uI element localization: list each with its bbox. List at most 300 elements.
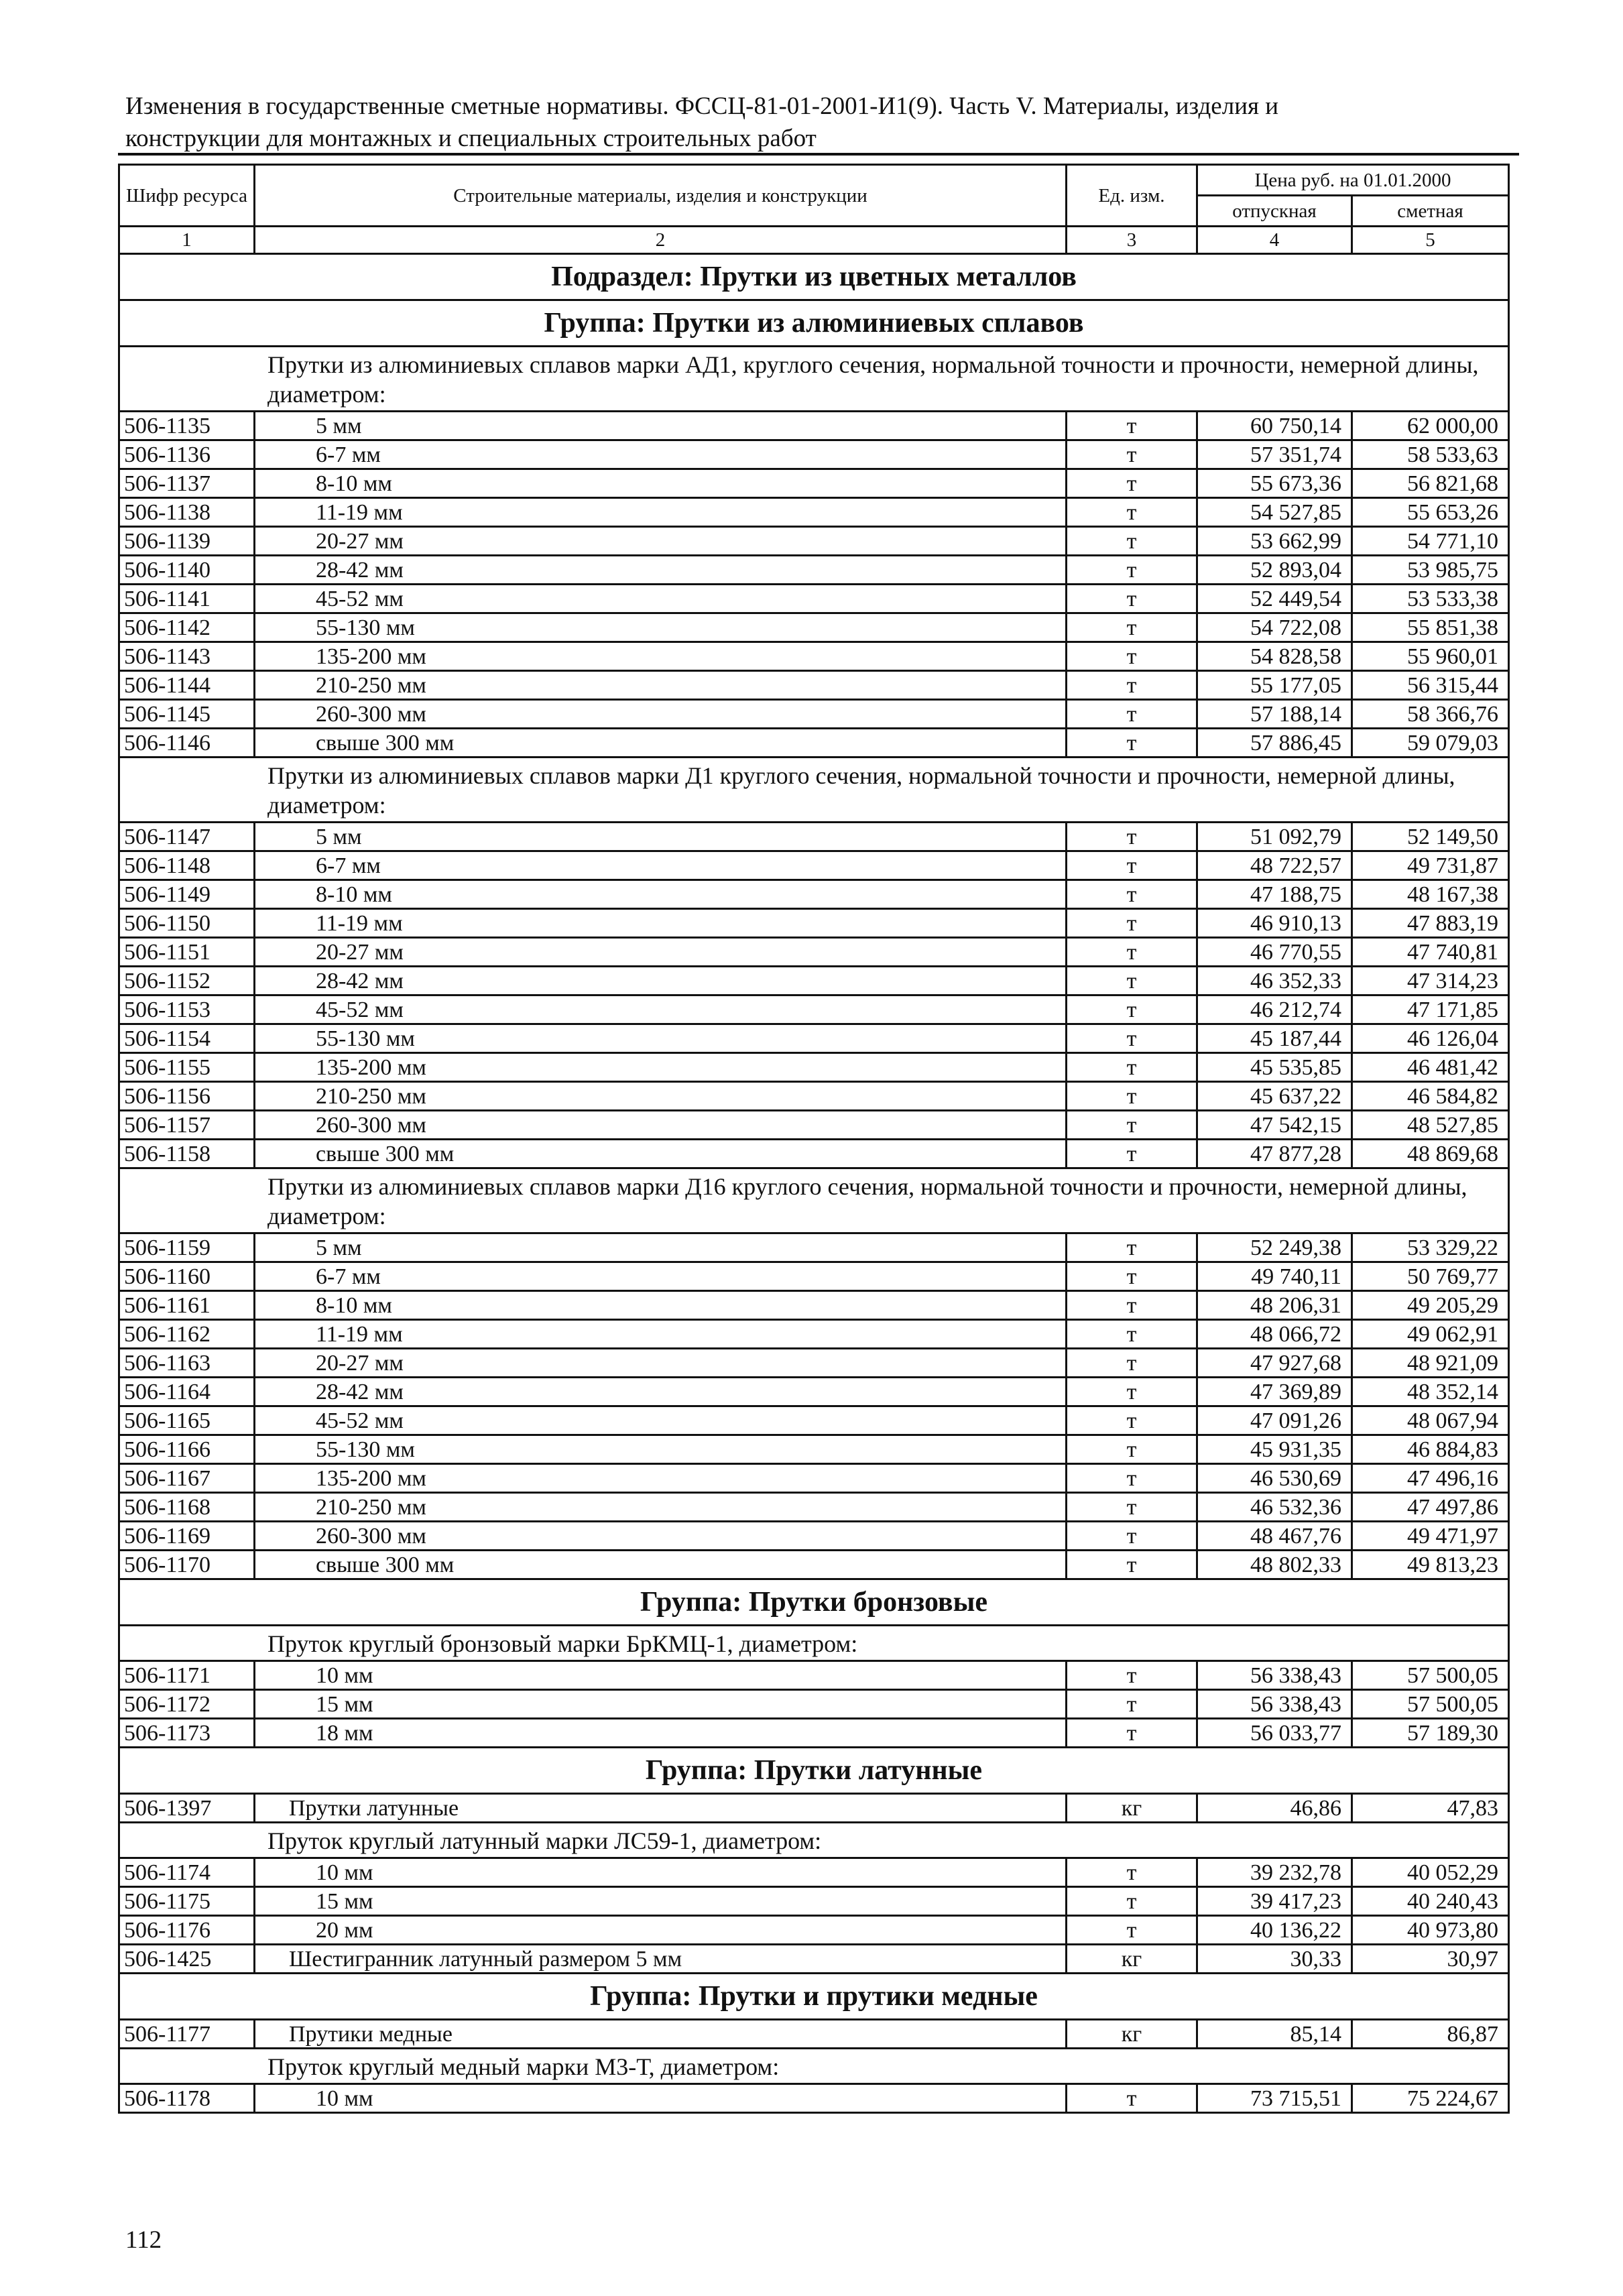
price-estimate: 57 189,30 (1352, 1719, 1509, 1748)
table-row (119, 995, 1509, 1024)
group-description: Прутки из алюминиевых сплавов марки Д16 круглого сечения, нормальной точности и прочности, немерной длины, диаметром: (119, 1168, 1509, 1233)
price-release: 73 715,51 (1197, 2084, 1352, 2113)
group-title: Группа: Прутки латунные (119, 1748, 1509, 1794)
price-release: 57 351,74 (1197, 440, 1352, 469)
desc-row (119, 1626, 1509, 1661)
price-estimate: 55 960,01 (1352, 642, 1509, 671)
price-release: 45 535,85 (1197, 1053, 1352, 1082)
table-row (119, 2084, 1509, 2113)
price-estimate: 48 167,38 (1352, 880, 1509, 909)
resource-code: 506-1397 (119, 1794, 255, 1823)
group-description: Пруток круглый бронзовый марки БрКМЦ-1, диаметром: (119, 1626, 1509, 1661)
unit: т (1067, 1858, 1197, 1887)
table-row (119, 1858, 1509, 1887)
resource-code: 506-1139 (119, 527, 255, 556)
price-estimate: 49 205,29 (1352, 1291, 1509, 1320)
unit: кг (1067, 2020, 1197, 2049)
desc-row (119, 1168, 1509, 1233)
resource-code: 506-1425 (119, 1945, 255, 1974)
price-estimate: 47 740,81 (1352, 938, 1509, 967)
resource-code: 506-1168 (119, 1493, 255, 1522)
price-estimate: 46 126,04 (1352, 1024, 1509, 1053)
resource-code: 506-1171 (119, 1661, 255, 1690)
unit: т (1067, 1464, 1197, 1493)
resource-code: 506-1165 (119, 1406, 255, 1435)
price-release: 45 637,22 (1197, 1082, 1352, 1111)
table-row (119, 938, 1509, 967)
group-title: Группа: Прутки из алюминиевых сплавов (119, 300, 1509, 347)
unit: т (1067, 469, 1197, 498)
price-estimate: 40 240,43 (1352, 1887, 1509, 1916)
table-row (119, 823, 1509, 851)
column-number-row (119, 227, 1509, 254)
table-row (119, 1262, 1509, 1291)
material-name: Шестигранник латунный размером 5 мм (255, 1945, 1067, 1974)
col-number: 1 (119, 227, 255, 254)
price-release: 48 066,72 (1197, 1320, 1352, 1349)
material-name: 28-42 мм (255, 1378, 1067, 1406)
price-release: 85,14 (1197, 2020, 1352, 2049)
unit: т (1067, 1349, 1197, 1378)
material-name: 5 мм (255, 1233, 1067, 1262)
price-estimate: 57 500,05 (1352, 1661, 1509, 1690)
price-estimate: 53 329,22 (1352, 1233, 1509, 1262)
price-release: 51 092,79 (1197, 823, 1352, 851)
resource-code: 506-1176 (119, 1916, 255, 1945)
price-release: 46 910,13 (1197, 909, 1352, 938)
material-name: 8-10 мм (255, 880, 1067, 909)
resource-code: 506-1174 (119, 1858, 255, 1887)
price-estimate: 47 496,16 (1352, 1464, 1509, 1493)
price-release: 47 188,75 (1197, 880, 1352, 909)
resource-code: 506-1152 (119, 967, 255, 995)
table-row (119, 1140, 1509, 1168)
material-name: 45-52 мм (255, 585, 1067, 613)
price-release: 46 530,69 (1197, 1464, 1352, 1493)
price-estimate: 48 067,94 (1352, 1406, 1509, 1435)
unit: т (1067, 1291, 1197, 1320)
section-row (119, 254, 1509, 300)
resource-code: 506-1151 (119, 938, 255, 967)
desc-row (119, 758, 1509, 823)
price-estimate: 49 062,91 (1352, 1320, 1509, 1349)
resource-code: 506-1144 (119, 671, 255, 700)
unit: т (1067, 671, 1197, 700)
price-release: 47 542,15 (1197, 1111, 1352, 1140)
price-estimate: 52 149,50 (1352, 823, 1509, 851)
material-name: 18 мм (255, 1719, 1067, 1748)
material-name: свыше 300 мм (255, 1551, 1067, 1579)
resource-code: 506-1156 (119, 1082, 255, 1111)
material-name: 8-10 мм (255, 469, 1067, 498)
price-estimate: 62 000,00 (1352, 412, 1509, 440)
material-name: свыше 300 мм (255, 1140, 1067, 1168)
material-name: 135-200 мм (255, 642, 1067, 671)
material-name: 15 мм (255, 1690, 1067, 1719)
unit: т (1067, 729, 1197, 758)
price-release: 52 449,54 (1197, 585, 1352, 613)
unit: т (1067, 1719, 1197, 1748)
table-row (119, 642, 1509, 671)
price-release: 52 249,38 (1197, 1233, 1352, 1262)
price-release: 46 532,36 (1197, 1493, 1352, 1522)
price-release: 57 188,14 (1197, 700, 1352, 729)
material-name: 20-27 мм (255, 1349, 1067, 1378)
table-row (119, 1053, 1509, 1082)
price-release: 47 877,28 (1197, 1140, 1352, 1168)
price-estimate: 58 366,76 (1352, 700, 1509, 729)
price-release: 55 177,05 (1197, 671, 1352, 700)
resource-code: 506-1167 (119, 1464, 255, 1493)
price-release: 45 931,35 (1197, 1435, 1352, 1464)
table-row (119, 556, 1509, 585)
unit: т (1067, 1493, 1197, 1522)
group-row (119, 300, 1509, 347)
table-row (119, 527, 1509, 556)
table-row (119, 1320, 1509, 1349)
price-release: 57 886,45 (1197, 729, 1352, 758)
material-name: 45-52 мм (255, 1406, 1067, 1435)
resource-code: 506-1172 (119, 1690, 255, 1719)
resource-code: 506-1175 (119, 1887, 255, 1916)
unit: т (1067, 1233, 1197, 1262)
table-row (119, 1378, 1509, 1406)
table-row (119, 412, 1509, 440)
material-name: 8-10 мм (255, 1291, 1067, 1320)
resource-code: 506-1149 (119, 880, 255, 909)
price-release: 54 828,58 (1197, 642, 1352, 671)
price-release: 60 750,14 (1197, 412, 1352, 440)
table-row (119, 1719, 1509, 1748)
resource-code: 506-1158 (119, 1140, 255, 1168)
price-release: 46 212,74 (1197, 995, 1352, 1024)
group-row (119, 1579, 1509, 1626)
price-release: 52 893,04 (1197, 556, 1352, 585)
unit: т (1067, 995, 1197, 1024)
group-description: Пруток круглый латунный марки ЛС59-1, диаметром: (119, 1823, 1509, 1858)
price-estimate: 53 533,38 (1352, 585, 1509, 613)
price-estimate: 56 821,68 (1352, 469, 1509, 498)
table-row (119, 1522, 1509, 1551)
table-row (119, 498, 1509, 527)
resource-code: 506-1145 (119, 700, 255, 729)
resource-code: 506-1162 (119, 1320, 255, 1349)
desc-row (119, 1823, 1509, 1858)
resource-code: 506-1137 (119, 469, 255, 498)
unit: т (1067, 498, 1197, 527)
unit: т (1067, 613, 1197, 642)
unit: т (1067, 1082, 1197, 1111)
resource-code: 506-1164 (119, 1378, 255, 1406)
resource-code: 506-1142 (119, 613, 255, 642)
unit: т (1067, 556, 1197, 585)
table-row (119, 585, 1509, 613)
resource-code: 506-1136 (119, 440, 255, 469)
table-row (119, 1493, 1509, 1522)
material-name: 135-200 мм (255, 1053, 1067, 1082)
price-release: 56 033,77 (1197, 1719, 1352, 1748)
price-release: 40 136,22 (1197, 1916, 1352, 1945)
price-release: 54 722,08 (1197, 613, 1352, 642)
table-row (119, 1887, 1509, 1916)
material-name: 5 мм (255, 823, 1067, 851)
price-release: 49 740,11 (1197, 1262, 1352, 1291)
group-title: Группа: Прутки и прутики медные (119, 1974, 1509, 2020)
unit: т (1067, 2084, 1197, 2113)
table-row (119, 1435, 1509, 1464)
price-estimate: 40 052,29 (1352, 1858, 1509, 1887)
unit: т (1067, 880, 1197, 909)
section-title: Подраздел: Прутки из цветных металлов (119, 254, 1509, 300)
price-release: 47 927,68 (1197, 1349, 1352, 1378)
unit: т (1067, 1551, 1197, 1579)
group-row (119, 1748, 1509, 1794)
unit: т (1067, 967, 1197, 995)
resource-code: 506-1140 (119, 556, 255, 585)
material-name: 11-19 мм (255, 498, 1067, 527)
material-name: 210-250 мм (255, 1493, 1067, 1522)
price-release: 56 338,43 (1197, 1690, 1352, 1719)
unit: т (1067, 412, 1197, 440)
material-name: 15 мм (255, 1887, 1067, 1916)
table-row (119, 1551, 1509, 1579)
price-release: 54 527,85 (1197, 498, 1352, 527)
price-estimate: 49 471,97 (1352, 1522, 1509, 1551)
table-row (119, 967, 1509, 995)
material-name: 6-7 мм (255, 851, 1067, 880)
table-row (119, 1661, 1509, 1690)
unit: т (1067, 642, 1197, 671)
unit: т (1067, 1690, 1197, 1719)
price-estimate: 48 352,14 (1352, 1378, 1509, 1406)
group-description: Пруток круглый медный марки М3-Т, диаметром: (119, 2049, 1509, 2084)
material-name: 5 мм (255, 412, 1067, 440)
resource-code: 506-1160 (119, 1262, 255, 1291)
resource-code: 506-1163 (119, 1349, 255, 1378)
material-name: 28-42 мм (255, 556, 1067, 585)
price-release: 47 369,89 (1197, 1378, 1352, 1406)
unit: т (1067, 823, 1197, 851)
unit: т (1067, 1522, 1197, 1551)
material-name: Прутики медные (255, 2020, 1067, 2049)
material-name: 10 мм (255, 1661, 1067, 1690)
material-name: 6-7 мм (255, 1262, 1067, 1291)
resource-code: 506-1157 (119, 1111, 255, 1140)
resource-code: 506-1147 (119, 823, 255, 851)
col-header-name: Строительные материалы, изделия и конструкции (255, 165, 1067, 227)
resource-code: 506-1161 (119, 1291, 255, 1320)
resource-code: 506-1155 (119, 1053, 255, 1082)
unit: т (1067, 938, 1197, 967)
material-name: 11-19 мм (255, 909, 1067, 938)
price-estimate: 48 869,68 (1352, 1140, 1509, 1168)
table-row (119, 909, 1509, 938)
material-name: 55-130 мм (255, 613, 1067, 642)
table-row (119, 700, 1509, 729)
table-row (119, 1945, 1509, 1974)
unit: т (1067, 909, 1197, 938)
price-release: 48 722,57 (1197, 851, 1352, 880)
desc-row (119, 347, 1509, 412)
material-name: 260-300 мм (255, 1522, 1067, 1551)
resource-code: 506-1135 (119, 412, 255, 440)
price-estimate: 55 851,38 (1352, 613, 1509, 642)
resource-code: 506-1148 (119, 851, 255, 880)
price-estimate: 57 500,05 (1352, 1690, 1509, 1719)
table-row (119, 1291, 1509, 1320)
price-release: 30,33 (1197, 1945, 1352, 1974)
price-release: 46,86 (1197, 1794, 1352, 1823)
table-header-row (119, 165, 1509, 196)
table-row (119, 1024, 1509, 1053)
price-release: 48 802,33 (1197, 1551, 1352, 1579)
unit: т (1067, 440, 1197, 469)
price-release: 45 187,44 (1197, 1024, 1352, 1053)
price-release: 48 206,31 (1197, 1291, 1352, 1320)
table-row (119, 1406, 1509, 1435)
unit: т (1067, 1435, 1197, 1464)
price-estimate: 49 731,87 (1352, 851, 1509, 880)
material-name: 135-200 мм (255, 1464, 1067, 1493)
resource-code: 506-1154 (119, 1024, 255, 1053)
price-release: 56 338,43 (1197, 1661, 1352, 1690)
price-estimate: 59 079,03 (1352, 729, 1509, 758)
header-line-2: конструкции для монтажных и специальных строительных работ (125, 125, 817, 152)
table-row (119, 1464, 1509, 1493)
material-name: 10 мм (255, 2084, 1067, 2113)
page-number: 112 (125, 2226, 162, 2254)
unit: т (1067, 1320, 1197, 1349)
table-row (119, 469, 1509, 498)
col-header-price-release: отпускная (1197, 196, 1352, 227)
unit: т (1067, 527, 1197, 556)
price-estimate: 47 497,86 (1352, 1493, 1509, 1522)
price-release: 55 673,36 (1197, 469, 1352, 498)
col-number: 5 (1352, 227, 1509, 254)
material-name: 55-130 мм (255, 1024, 1067, 1053)
col-number: 2 (255, 227, 1067, 254)
material-name: 210-250 мм (255, 671, 1067, 700)
unit: т (1067, 1053, 1197, 1082)
table-row (119, 1111, 1509, 1140)
material-name: Прутки латунные (255, 1794, 1067, 1823)
table-row (119, 1916, 1509, 1945)
col-number: 4 (1197, 227, 1352, 254)
price-estimate: 46 481,42 (1352, 1053, 1509, 1082)
unit: кг (1067, 1794, 1197, 1823)
table-row (119, 671, 1509, 700)
header-divider (118, 153, 1519, 156)
price-estimate: 56 315,44 (1352, 671, 1509, 700)
table-row (119, 1349, 1509, 1378)
price-release: 47 091,26 (1197, 1406, 1352, 1435)
resource-code: 506-1138 (119, 498, 255, 527)
material-name: свыше 300 мм (255, 729, 1067, 758)
table-row (119, 851, 1509, 880)
resource-code: 506-1178 (119, 2084, 255, 2113)
resource-code: 506-1150 (119, 909, 255, 938)
material-name: 260-300 мм (255, 700, 1067, 729)
resource-code: 506-1170 (119, 1551, 255, 1579)
price-estimate: 47 883,19 (1352, 909, 1509, 938)
unit: т (1067, 1140, 1197, 1168)
table-row (119, 1082, 1509, 1111)
price-release: 39 417,23 (1197, 1887, 1352, 1916)
resource-code: 506-1166 (119, 1435, 255, 1464)
group-description: Прутки из алюминиевых сплавов марки АД1, круглого сечения, нормальной точности и прочности, немерной длины, диаметром: (119, 347, 1509, 412)
table-row (119, 729, 1509, 758)
resource-code: 506-1159 (119, 1233, 255, 1262)
price-table (118, 164, 1510, 2114)
material-name: 20-27 мм (255, 938, 1067, 967)
unit: т (1067, 1406, 1197, 1435)
col-header-price-estimate: сметная (1352, 196, 1509, 227)
table-row (119, 1690, 1509, 1719)
resource-code: 506-1173 (119, 1719, 255, 1748)
col-header-price: Цена руб. на 01.01.2000 (1197, 165, 1509, 196)
price-estimate: 58 533,63 (1352, 440, 1509, 469)
group-title: Группа: Прутки бронзовые (119, 1579, 1509, 1626)
table-row (119, 613, 1509, 642)
price-estimate: 47 314,23 (1352, 967, 1509, 995)
table-row (119, 880, 1509, 909)
resource-code: 506-1177 (119, 2020, 255, 2049)
price-release: 46 352,33 (1197, 967, 1352, 995)
price-estimate: 47 171,85 (1352, 995, 1509, 1024)
price-estimate: 55 653,26 (1352, 498, 1509, 527)
resource-code: 506-1146 (119, 729, 255, 758)
col-header-unit: Ед. изм. (1067, 165, 1197, 227)
unit: т (1067, 585, 1197, 613)
group-row (119, 1974, 1509, 2020)
unit: т (1067, 1378, 1197, 1406)
price-estimate: 30,97 (1352, 1945, 1509, 1974)
material-name: 55-130 мм (255, 1435, 1067, 1464)
price-release: 46 770,55 (1197, 938, 1352, 967)
material-name: 20-27 мм (255, 527, 1067, 556)
header-line-1: Изменения в государственные сметные нормативы. ФССЦ-81-01-2001-И1(9). Часть V. Материалы, изделия и (125, 93, 1279, 120)
price-estimate: 40 973,80 (1352, 1916, 1509, 1945)
unit: кг (1067, 1945, 1197, 1974)
unit: т (1067, 851, 1197, 880)
unit: т (1067, 1661, 1197, 1690)
table-row (119, 1233, 1509, 1262)
unit: т (1067, 1262, 1197, 1291)
price-estimate: 75 224,67 (1352, 2084, 1509, 2113)
group-description: Прутки из алюминиевых сплавов марки Д1 круглого сечения, нормальной точности и прочности, немерной длины, диаметром: (119, 758, 1509, 823)
price-estimate: 54 771,10 (1352, 527, 1509, 556)
material-name: 20 мм (255, 1916, 1067, 1945)
price-estimate: 47,83 (1352, 1794, 1509, 1823)
price-estimate: 48 921,09 (1352, 1349, 1509, 1378)
unit: т (1067, 1024, 1197, 1053)
material-name: 28-42 мм (255, 967, 1067, 995)
desc-row (119, 2049, 1509, 2084)
price-release: 39 232,78 (1197, 1858, 1352, 1887)
unit: т (1067, 1887, 1197, 1916)
price-release: 48 467,76 (1197, 1522, 1352, 1551)
unit: т (1067, 1916, 1197, 1945)
resource-code: 506-1141 (119, 585, 255, 613)
table-row (119, 1794, 1509, 1823)
document-header (125, 90, 1500, 155)
price-estimate: 86,87 (1352, 2020, 1509, 2049)
unit: т (1067, 700, 1197, 729)
material-name: 10 мм (255, 1858, 1067, 1887)
table-row (119, 440, 1509, 469)
material-name: 45-52 мм (255, 995, 1067, 1024)
material-name: 6-7 мм (255, 440, 1067, 469)
